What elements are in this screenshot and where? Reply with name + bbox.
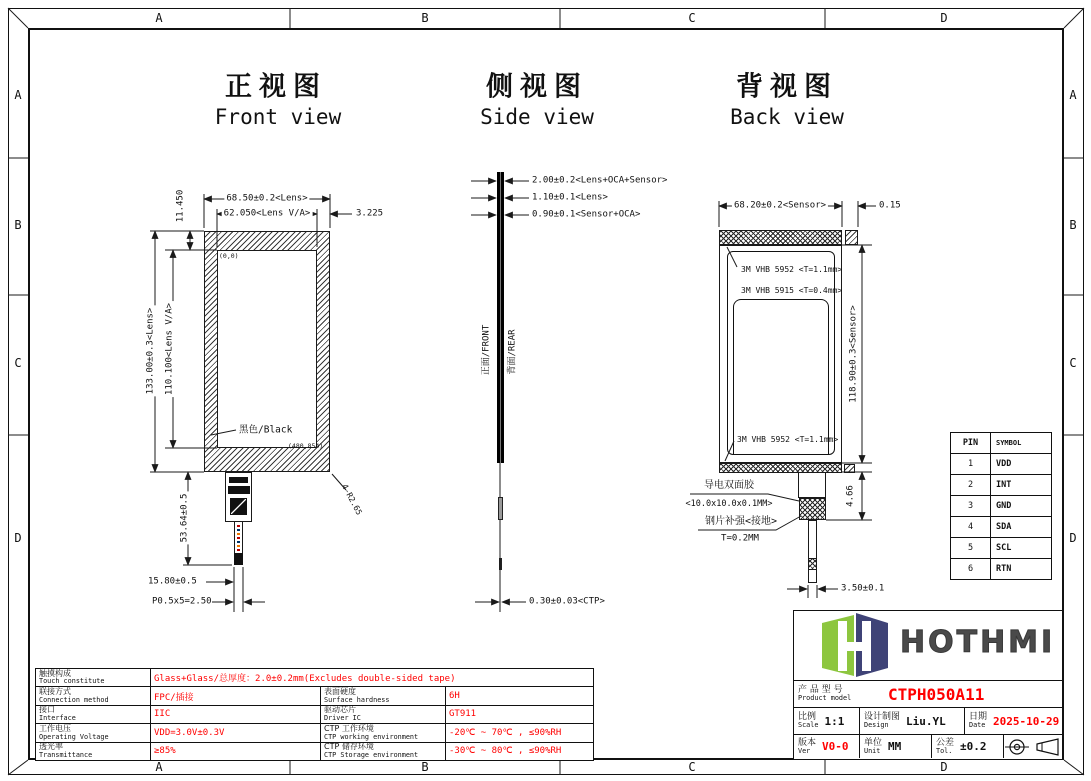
spec-value: -20℃ ~ 70℃ , ≤90%RH [446,724,594,742]
ver-unit-tol-row [794,734,1062,758]
pin-table [950,432,1052,580]
pin-number: 1 [951,454,991,475]
front-view-title-en: Front view [214,105,342,129]
tolerance-cell: 公差 Tol. ±0.2 [931,735,1003,758]
back-view-title-cn: 背视图 [736,71,838,103]
spec-label: 联接方式 Connection method [36,687,151,705]
pin-symbol: GND [991,496,1052,517]
grid-col-label: B [421,11,429,25]
pin-number: 3 [951,496,991,517]
grid-col-label: C [688,760,696,774]
origin-coordinate: (0,0) [219,252,239,260]
grid-col-label: A [155,11,163,25]
pin-row [951,496,1052,517]
pin-symbol: VDD [991,454,1052,475]
spec-label: 驱动芯片 Driver IC [321,705,446,723]
conductive-tape-label: 导电双面胶 [704,480,754,491]
spec-label: 接口 Interface [36,705,151,723]
dim-lens-height: 133.00±0.3<Lens> [145,307,156,395]
spec-value: Glass+Glass/总厚度：2.0±0.2mm(Excludes double-sided tape) [151,669,594,687]
dim-top-margin: 11.450 [175,189,186,223]
dim-corner-radius: 4-R2.65 [339,482,364,517]
spec-value: VDD=3.0V±0.3V [151,724,321,742]
date-cell: 日期 Date 2025-10-29 [964,708,1062,734]
pin-row [951,538,1052,559]
unit-cell: 单位 Unit MM [859,735,931,758]
pin-row [951,517,1052,538]
front-view-title-cn: 正视图 [225,71,327,103]
spec-table [35,668,594,761]
pin-symbol: SDA [991,517,1052,538]
dim-connector-pitch: P0.5x5=2.50 [152,596,212,607]
pin-number: 5 [951,538,991,559]
product-model-label: 产 品 型 号 Product model [798,685,852,703]
dim-lens-thickness: 1.10±0.1<Lens> [532,192,608,203]
dim-side-margin: 3.225 [356,208,384,219]
spec-row [36,687,594,705]
pin-row [951,454,1052,475]
spec-label: CTP 工作环境 CTP working environment [321,724,446,742]
spec-value: FPC/插接 [151,687,321,705]
spec-row [36,742,594,760]
design-cell: 设计制图 Design Liu.YL [859,708,964,734]
grid-col-label: D [940,11,948,25]
projection-symbol-cell [1003,735,1062,758]
steel-thickness-label: T=0.2MM [721,533,759,544]
spec-label: CTP 储存环境 CTP Storage environment [321,742,446,760]
dim-va-height: 110.100<Lens V/A> [164,302,175,396]
grid-col-label: C [688,11,696,25]
spec-value: -30℃ ~ 80℃ , ≤90%RH [446,742,594,760]
grid-row-label: A [14,88,22,102]
back-view-title-en: Back view [730,105,844,129]
spec-row [36,724,594,742]
dim-fpc-width: 15.80±0.5 [148,576,197,587]
corner-coordinate: (480,854) [288,442,324,450]
dim-lens-width: 68.50±0.2<Lens> [226,193,308,204]
pin-symbol: INT [991,475,1052,496]
side-view-title-cn: 侧视图 [486,71,588,103]
logo-wordmark: HOTHMI [900,625,1056,660]
grid-row-label: D [14,531,22,545]
dim-sensor-height: 118.90±0.3<Sensor> [848,305,859,403]
pin-number: 4 [951,517,991,538]
grid-row-label: A [1069,88,1077,102]
pin-number: 2 [951,475,991,496]
pin-row [951,475,1052,496]
spec-value: GT911 [446,705,594,723]
spec-value: ≥85% [151,742,321,760]
product-model-row [794,680,1062,707]
dim-va-width: 62.050<Lens V/A> [223,208,311,219]
grid-col-label: B [421,760,429,774]
black-border-label: 黑色/Black [239,424,293,436]
hothmi-logo-mark [816,611,896,680]
conductive-tape-size: <10.0x10.0x0.1MM> [685,498,773,509]
pin-symbol: RTN [991,559,1052,580]
grid-row-label: B [1069,218,1077,232]
spec-label: 工作电压 Operating Voltage [36,724,151,742]
dim-ctp-thickness: 0.30±0.03<CTP> [529,596,605,607]
pin-symbol: SCL [991,538,1052,559]
grid-row-label: B [14,218,22,232]
tape-5952-top-label: 3M VHB 5952 <T=1.1mm> [741,265,843,274]
spec-row [36,705,594,723]
pin-row [951,559,1052,580]
grid-col-label: A [155,760,163,774]
grid-col-label: D [940,760,948,774]
steel-reinforce-label: 钢片补强<接地> [704,516,778,527]
dim-fpc-length: 53.64±0.5 [179,493,190,543]
grid-row-label: C [14,356,22,370]
version-cell: 版本 Ver V0-0 [798,737,849,755]
symbol-col-header: SYMBOL [991,433,1052,454]
spec-row [36,669,594,687]
pin-col-header: PIN [951,433,991,454]
spec-label: 透光率 Transmittance [36,742,151,760]
side-front-face-label: 正面/FRONT [481,324,492,376]
pin-table-header [951,433,1052,454]
tape-5915-label: 3M VHB 5915 <T=0.4mm> [741,286,843,295]
side-rear-face-label: 背面/REAR [507,329,518,375]
side-view-title-en: Side view [480,105,594,129]
spec-label: 表面硬度 Surface hardness [321,687,446,705]
scale-cell: 比例 Scale 1:1 [798,712,845,730]
title-block [793,610,1063,760]
spec-value: IIC [151,705,321,723]
dim-edge-gap: 0.15 [879,200,901,211]
spec-label: 触摸构成 Touch constitute [36,669,151,687]
product-model-value: CTPH050A11 [888,684,985,704]
dim-total-thickness: 2.00±0.2<Lens+OCA+Sensor> [532,175,668,186]
grid-row-label: C [1069,356,1077,370]
dim-sensor-oca-thickness: 0.90±0.1<Sensor+OCA> [532,209,641,220]
third-angle-projection-icon [1005,737,1061,757]
spec-value: 6H [446,687,594,705]
dim-sensor-width: 68.20±0.2<Sensor> [733,200,827,211]
dim-tape-to-steel: 4.66 [845,485,856,507]
dim-tail-width: 3.50±0.1 [841,583,885,594]
grid-row-label: D [1069,531,1077,545]
logo-row [794,611,1062,680]
pin-number: 6 [951,559,991,580]
scale-design-date-row [794,707,1062,734]
tape-5952-bottom-label: 3M VHB 5952 <T=1.1mm> [737,435,839,444]
